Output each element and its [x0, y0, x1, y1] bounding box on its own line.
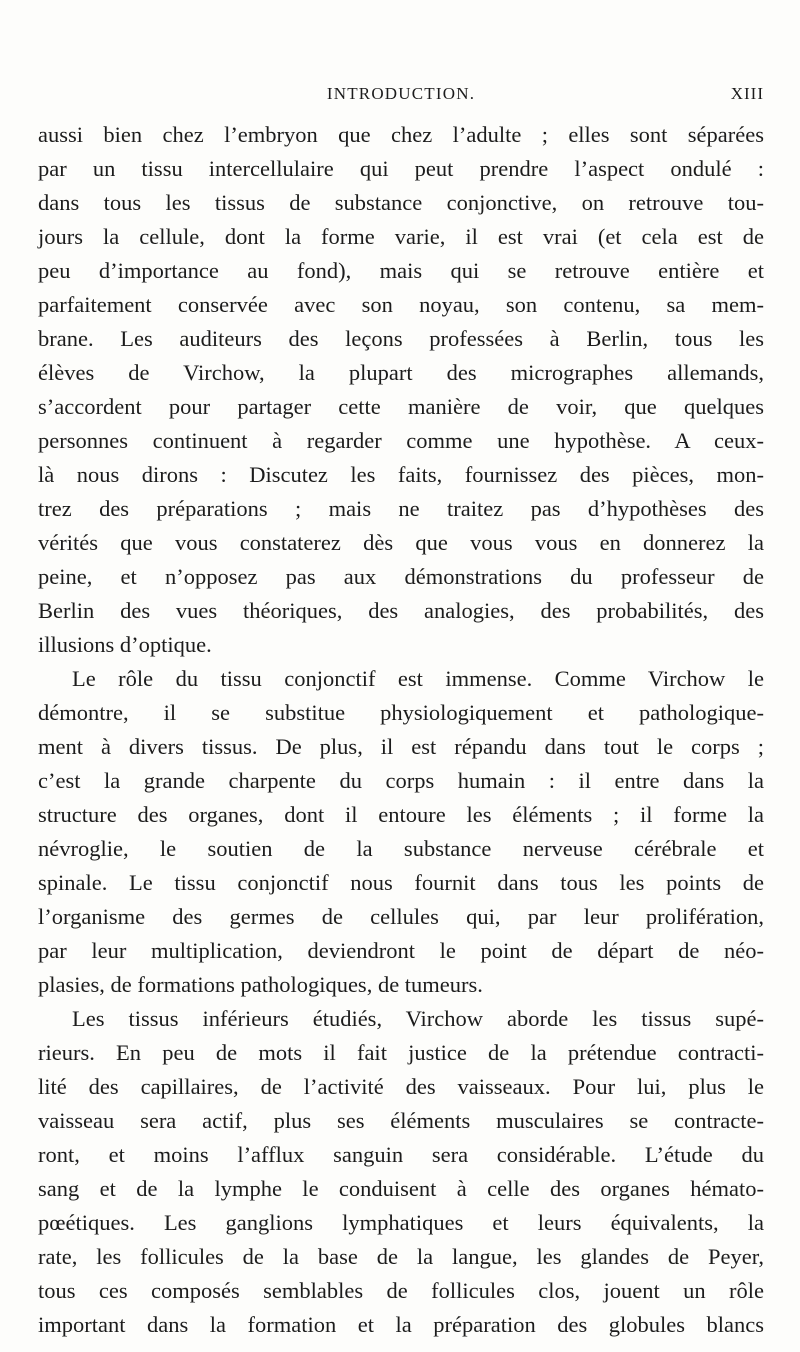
text-line: ment à divers tissus. De plus, il est répandu dans tout le corps ;: [38, 734, 764, 759]
text-line: rieurs. En peu de mots il fait justice de la prétendue contracti-: [38, 1040, 764, 1065]
text-line: parfaitement conservée avec son noyau, son contenu, sa mem-: [38, 292, 764, 317]
text-line: spinale. Le tissu conjonctif nous fournit dans tous les points de: [38, 870, 764, 895]
paragraph-first-line: Le rôle du tissu conjonctif est immense. Comme Virchow le: [72, 666, 764, 691]
text-line: vérités que vous constaterez dès que vous vous en donnerez la: [38, 530, 764, 555]
text-line: Berlin des vues théoriques, des analogies, des probabilités, des: [38, 598, 764, 623]
text-line: tous ces composés semblables de follicules clos, jouent un rôle: [38, 1278, 764, 1303]
text-line: c’est la grande charpente du corps humain : il entre dans la: [38, 768, 764, 793]
text-line: trez des préparations ; mais ne traitez pas d’hypothèses des: [38, 496, 764, 521]
text-line: peine, et n’opposez pas aux démonstrations du professeur de: [38, 564, 764, 589]
text-line: ront, et moins l’afflux sanguin sera considérable. L’étude du: [38, 1142, 764, 1167]
text-line: par leur multiplication, deviendront le point de départ de néo-: [38, 938, 764, 963]
text-line: important dans la formation et la préparation des globules blancs: [38, 1312, 764, 1337]
text-line: par un tissu intercellulaire qui peut prendre l’aspect ondulé :: [38, 156, 764, 181]
running-head: [38, 84, 764, 110]
text-line: peu d’importance au fond), mais qui se retrouve entière et: [38, 258, 764, 283]
text-line: structure des organes, dont il entoure les éléments ; il forme la: [38, 802, 764, 827]
text-line: pœétiques. Les ganglions lymphatiques et leurs équivalents, la: [38, 1210, 764, 1235]
text-line: personnes continuent à regarder comme une hypothèse. A ceux-: [38, 428, 764, 453]
text-line: lité des capillaires, de l’activité des vaisseaux. Pour lui, plus le: [38, 1074, 764, 1099]
text-line: aussi bien chez l’embryon que chez l’adulte ; elles sont séparées: [38, 122, 764, 147]
page-number: XIII: [730, 84, 764, 103]
text-line: démontre, il se substitue physiologiquement et pathologique-: [38, 700, 764, 725]
text-line: sang et de la lymphe le conduisent à celle des organes hémato-: [38, 1176, 764, 1201]
text-line: rate, les follicules de la base de la langue, les glandes de Peyer,: [38, 1244, 764, 1269]
text-line: dans tous les tissus de substance conjonctive, on retrouve tou-: [38, 190, 764, 215]
paragraph-end-line: illusions d’optique.: [38, 632, 212, 657]
text-line: névroglie, le soutien de la substance nerveuse cérébrale et: [38, 836, 764, 861]
text-line: jours la cellule, dont la forme varie, il est vrai (et cela est de: [38, 224, 764, 249]
paragraph-end-line: plasies, de formations pathologiques, de tumeurs.: [38, 972, 483, 997]
text-line: s’accordent pour partager cette manière de voir, que quelques: [38, 394, 764, 419]
text-line: vaisseau sera actif, plus ses éléments musculaires se contracte-: [38, 1108, 764, 1133]
body-text: [38, 118, 764, 1342]
text-line: là nous dirons : Discutez les faits, fournissez des pièces, mon-: [38, 462, 764, 487]
running-title: INTRODUCTION.: [326, 84, 476, 103]
text-line: brane. Les auditeurs des leçons professées à Berlin, tous les: [38, 326, 764, 351]
text-line: l’organisme des germes de cellules qui, par leur prolifération,: [38, 904, 764, 929]
text-line: élèves de Virchow, la plupart des micrographes allemands,: [38, 360, 764, 385]
paragraph-first-line: Les tissus inférieurs étudiés, Virchow aborde les tissus supé-: [72, 1006, 764, 1031]
